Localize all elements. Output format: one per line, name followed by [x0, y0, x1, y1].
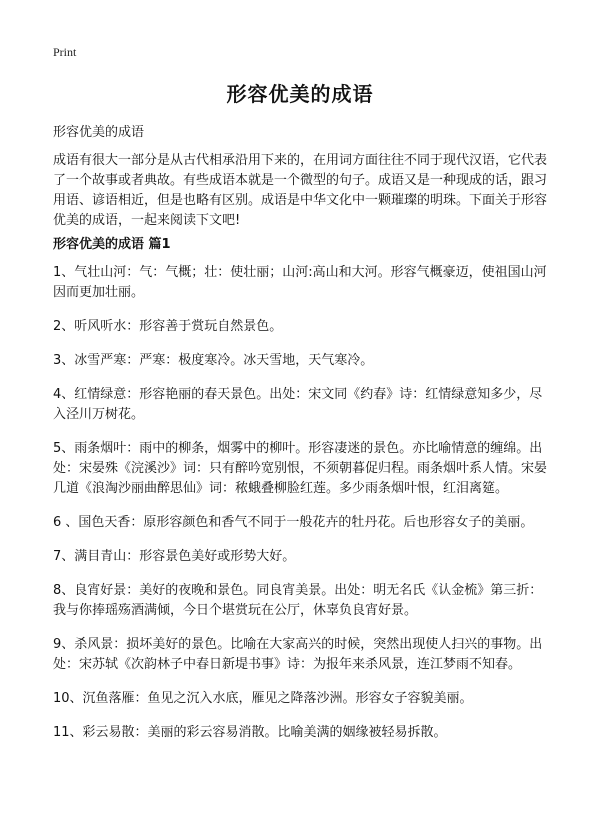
- section-heading: 形容优美的成语 篇1: [53, 237, 171, 252]
- list-item: 5、雨条烟叶：雨中的柳条，烟雾中的柳叶。形容凄迷的景色。亦比喻情意的缠绵。出处：宋晏殊《浣溪沙》词：只有醉吟宽别恨，不须朝暮促归程。雨条烟叶系人情。宋晏几道《浪淘沙丽曲醉思仙》词：秾蛾叠柳脸红莲。多少雨条烟叶恨，红泪离筵。: [53, 441, 548, 496]
- subtitle: 形容优美的成语: [53, 125, 145, 140]
- list-item: 11、彩云易散：美丽的彩云容易消散。比喻美满的姻缘被轻易拆散。: [53, 725, 447, 740]
- print-link[interactable]: Print: [53, 45, 77, 59]
- list-item: 9、杀风景：损坏美好的景色。比喻在大家高兴的时候，突然出现使人扫兴的事物。出处：宋苏轼《次韵林子中春日新堤书事》诗：为报年来杀风景，连江梦雨不知春。: [53, 637, 543, 672]
- list-item: 10、沉鱼落雁：鱼见之沉入水底，雁见之降落沙洲。形容女子容貌美丽。: [53, 691, 473, 706]
- list-item: 3、冰雪严寒：严寒：极度寒冷。冰天雪地，天气寒冷。: [53, 353, 374, 368]
- list-item: 4、红情绿意：形容艳丽的春天景色。出处：宋文同《约春》诗：红情绿意知多少，尽入泾川万树花。: [53, 387, 543, 422]
- list-item: 6 、国色天香：原形容颜色和香气不同于一般花卉的牡丹花。后也形容女子的美丽。: [53, 515, 534, 530]
- list-item: 7、满目青山：形容景色美好或形势大好。: [53, 549, 296, 564]
- list-item: 1、气壮山河：气：气概；壮：使壮丽；山河:高山和大河。形容气概豪迈，使祖国山河因而更加壮丽。: [53, 265, 547, 300]
- list-item: 2、听风听水：形容善于赏玩自然景色。: [53, 319, 283, 334]
- page-title: 形容优美的成语: [226, 82, 374, 106]
- list-item: 8、良宵好景：美好的夜晚和景色。同良宵美景。出处：明无名氏《认金梳》第三折：我与你捧瑶殇酒满倾，今日个堪赏玩在公厅，休辜负良宵好景。: [53, 583, 543, 618]
- intro-paragraph: 成语有很大一部分是从古代相承沿用下来的，在用词方面往往不同于现代汉语，它代表了一个故事或者典故。有些成语本就是一个微型的句子。成语又是一种现成的话，跟习用语、谚语相近，但是也略有区别。成语是中华文化中一颗璀璨的明珠。下面关于形容优美的成语，一起来阅读下文吧!: [53, 153, 548, 228]
- idiom-list: [53, 263, 547, 757]
